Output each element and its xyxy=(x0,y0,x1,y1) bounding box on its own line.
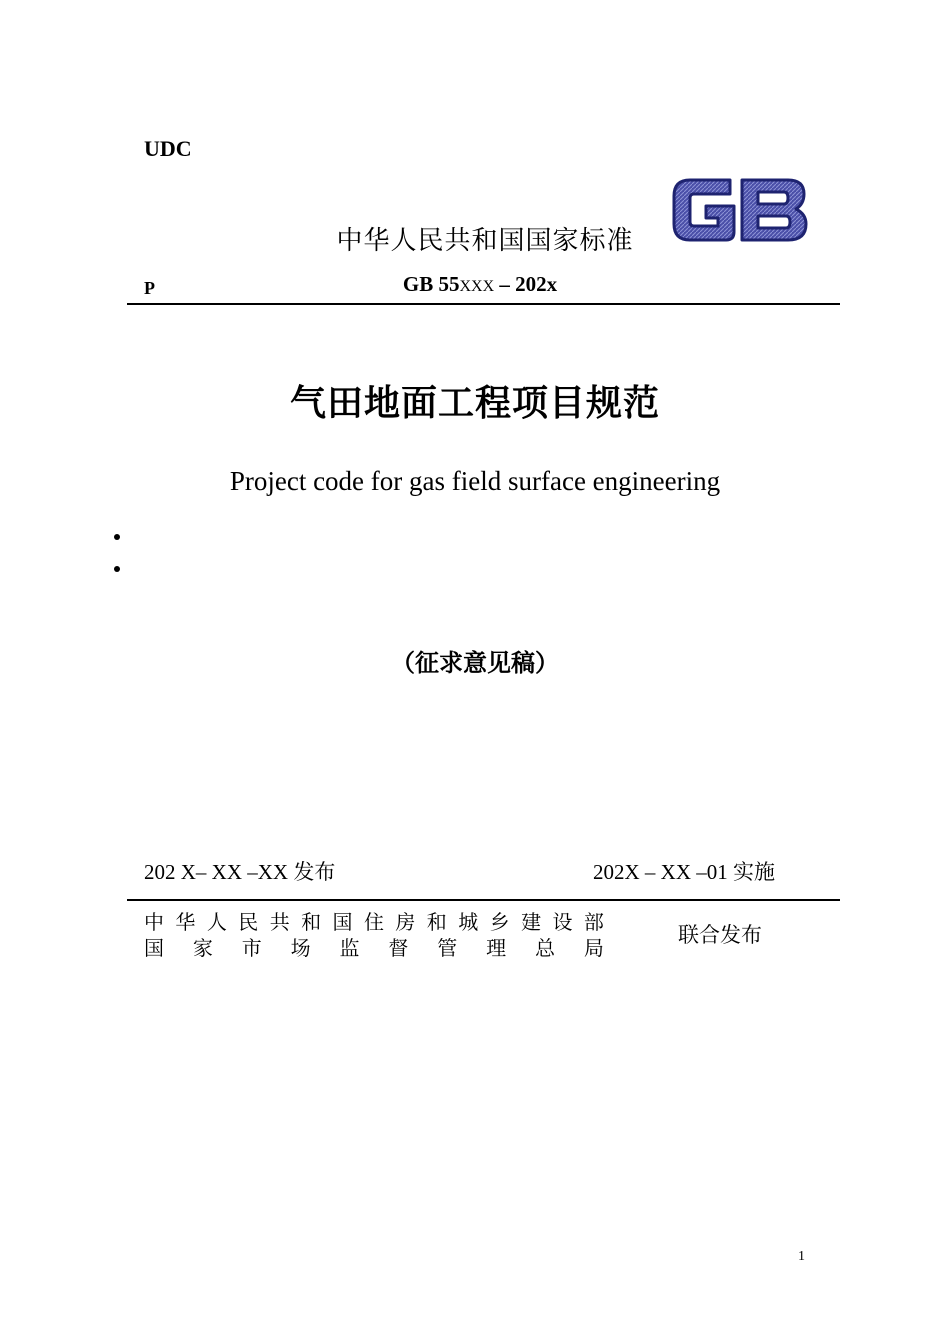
issuer-char: 局 xyxy=(583,936,604,960)
issuer-char: 理 xyxy=(486,936,507,960)
issuer-char: 城 xyxy=(458,910,479,934)
issuer-char: 和 xyxy=(426,910,447,934)
issuer-char: 监 xyxy=(339,936,360,960)
issuer-char: 市 xyxy=(241,936,262,960)
issuer-char: 国 xyxy=(144,936,164,960)
issuer-char: 住 xyxy=(363,910,384,934)
issuer-char: 和 xyxy=(301,910,322,934)
standard-number-placeholder: XXX xyxy=(459,278,495,295)
implementation-date: 202X – XX –01 实施 xyxy=(593,860,775,884)
issue-date: 202 X– XX –XX 发布 xyxy=(144,860,336,884)
document-title-chinese: 气田地面工程项目规范 xyxy=(289,383,660,424)
standard-number-suffix: – 202x xyxy=(494,272,558,296)
issuer-char: 家 xyxy=(192,936,213,960)
issuer-char: 民 xyxy=(238,910,259,934)
document-title-english: Project code for gas field surface engineering xyxy=(229,466,721,496)
issuer-char: 建 xyxy=(521,910,542,934)
issuer-char: 部 xyxy=(583,910,604,934)
standard-number xyxy=(300,272,660,297)
issuer-char: 国 xyxy=(332,910,353,934)
joint-publication-label: 联合发布 xyxy=(678,923,762,947)
udc-label: UDC xyxy=(144,136,192,161)
issuer-char: 华 xyxy=(175,910,196,934)
issuer-char: 人 xyxy=(206,910,227,934)
standard-type-heading: 中华人民共和国国家标准 xyxy=(336,226,634,256)
issuer-char: 房 xyxy=(395,910,416,934)
page-number: 1 xyxy=(798,1249,805,1264)
issuer-char: 共 xyxy=(269,910,290,934)
issuer-ministry xyxy=(144,906,604,935)
footer-divider xyxy=(127,899,840,901)
standard-number-prefix: GB 55 xyxy=(402,272,460,296)
draft-note: （征求意见稿） xyxy=(391,649,559,677)
issuer-administration xyxy=(144,932,604,961)
bullet-marker xyxy=(114,534,120,540)
issuer-char: 设 xyxy=(552,910,573,934)
issuer-char: 中 xyxy=(144,910,164,934)
issuer-char: 乡 xyxy=(489,910,510,934)
bullet-marker xyxy=(114,566,120,572)
issuer-char: 管 xyxy=(437,936,458,960)
header-divider xyxy=(127,303,840,305)
issuer-char: 场 xyxy=(290,936,311,960)
classification-code: P xyxy=(144,278,155,298)
issuer-char: 督 xyxy=(388,936,409,960)
gb-logo-icon xyxy=(668,172,810,248)
issuer-char: 总 xyxy=(535,936,555,960)
